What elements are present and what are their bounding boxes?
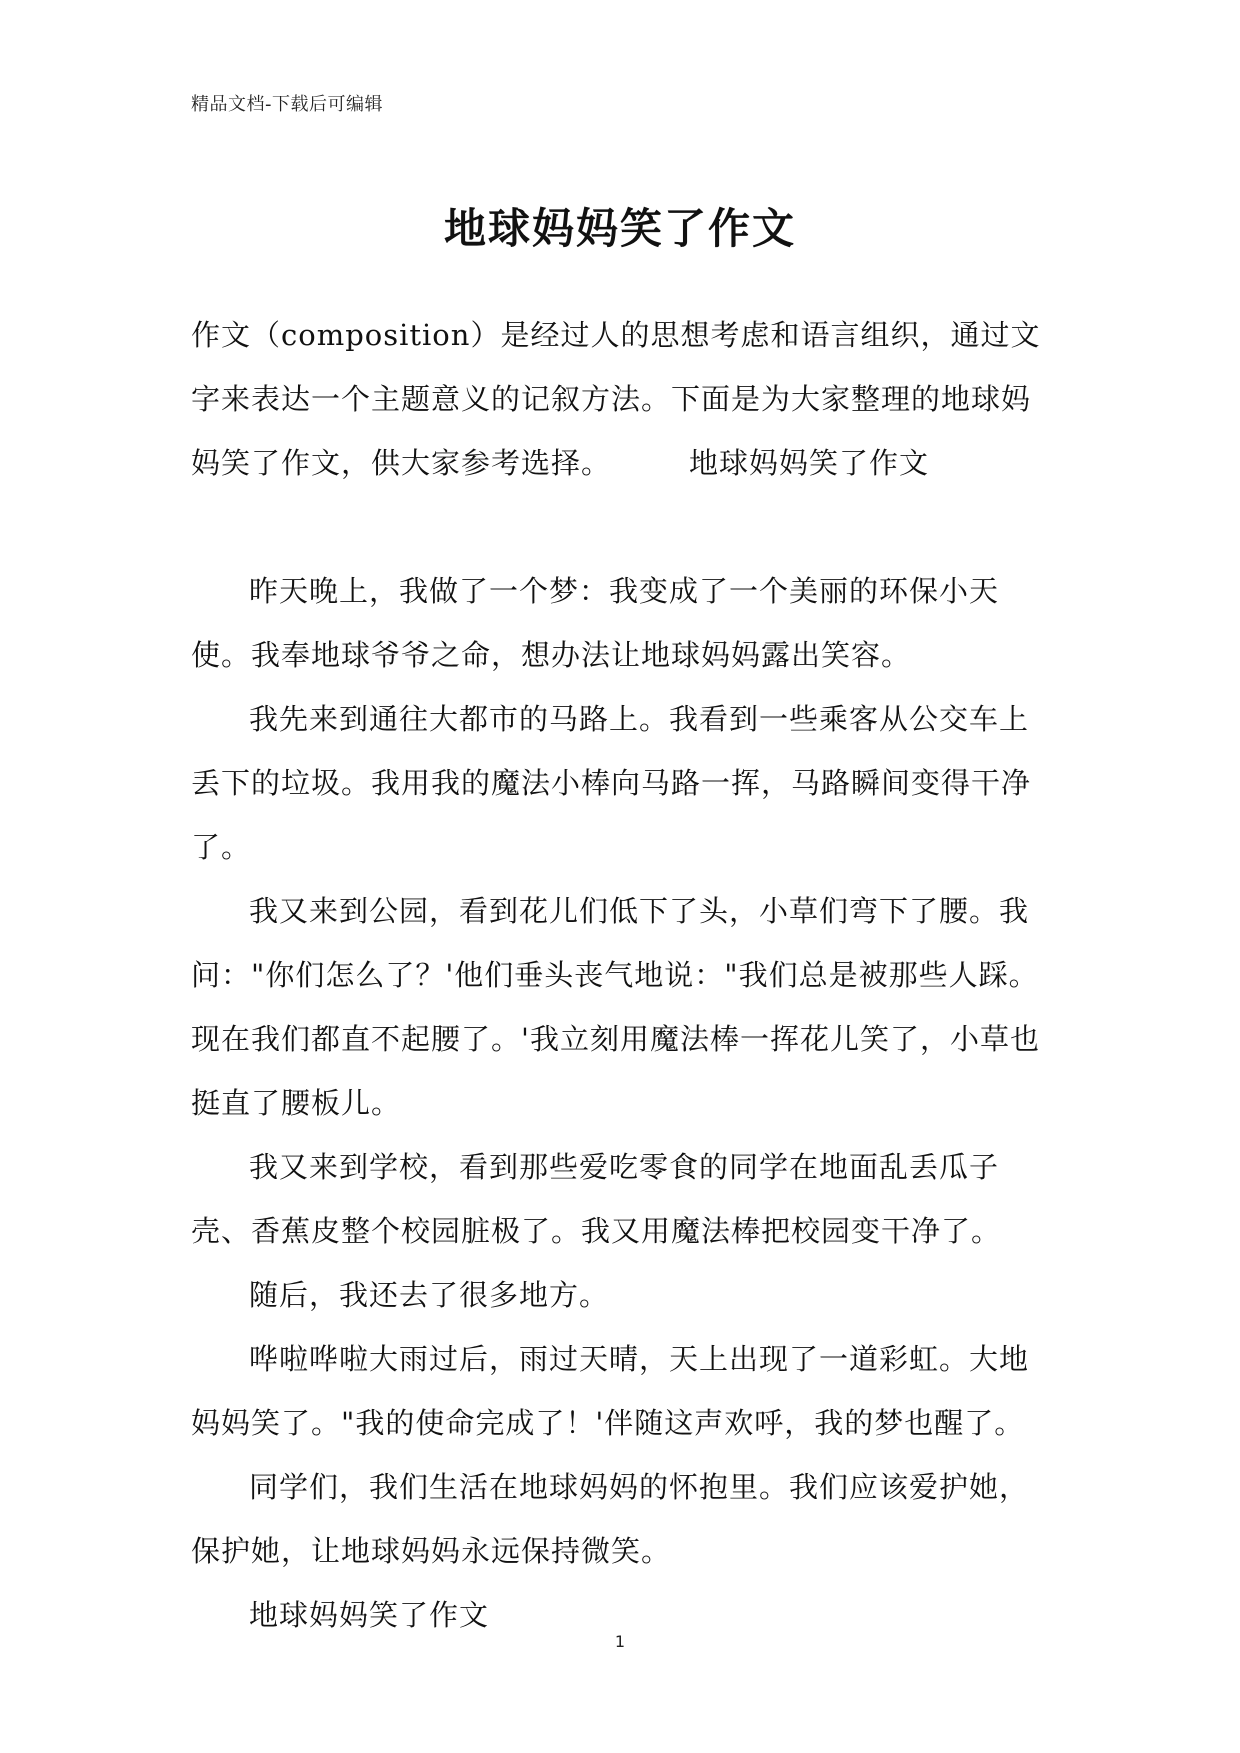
- body-paragraph: 哗啦哗啦大雨过后，雨过天晴，天上出现了一道彩虹。大地妈妈笑了。"我的使命完成了！'伴随这声欢呼，我的梦也醒了。: [191, 1342, 1030, 1440]
- page-number: 1: [614, 1632, 626, 1651]
- body-paragraph: 随后，我还去了很多地方。: [249, 1278, 610, 1312]
- body-paragraph: 同学们，我们生活在地球妈妈的怀抱里。我们应该爱护她，保护她，让地球妈妈永远保持微笑。: [191, 1470, 1030, 1568]
- blank-line: [191, 495, 1053, 559]
- document-title: 地球妈妈笑了作文: [443, 204, 796, 253]
- intro-paragraph: [191, 303, 1053, 495]
- body-paragraph: 我又来到公园，看到花儿们低下了头，小草们弯下了腰。我问："你们怎么了？'他们垂头丧气地说："我们总是被那些人踩。现在我们都直不起腰了。'我立刻用魔法棒一挥花儿笑了，小草也挺直了腰板儿。: [191, 894, 1040, 1120]
- intro-text: 作文（composition）是经过人的思想考虑和语言组织，通过文字来表达一个主题意义的记叙方法。下面是为大家整理的地球妈妈笑了作文，供大家参考选择。: [191, 318, 1041, 480]
- body-paragraph: 昨天晚上，我做了一个梦：我变成了一个美丽的环保小天使。我奉地球爷爷之命，想办法让地球妈妈露出笑容。: [191, 574, 1000, 672]
- closing-title: 地球妈妈笑了作文: [249, 1598, 490, 1632]
- document-body: [191, 303, 1053, 1647]
- body-paragraph: 我先来到通往大都市的马路上。我看到一些乘客从公交车上丢下的垃圾。我用我的魔法小棒向马路一挥，马路瞬间变得干净了。: [191, 702, 1032, 864]
- body-paragraph: 我又来到学校，看到那些爱吃零食的同学在地面乱丢瓜子壳、香蕉皮整个校园脏极了。我又用魔法棒把校园变干净了。: [191, 1150, 1002, 1248]
- intro-subtitle: 地球妈妈笑了作文: [689, 446, 930, 480]
- header-note: 精品文档-下载后可编辑: [191, 94, 383, 115]
